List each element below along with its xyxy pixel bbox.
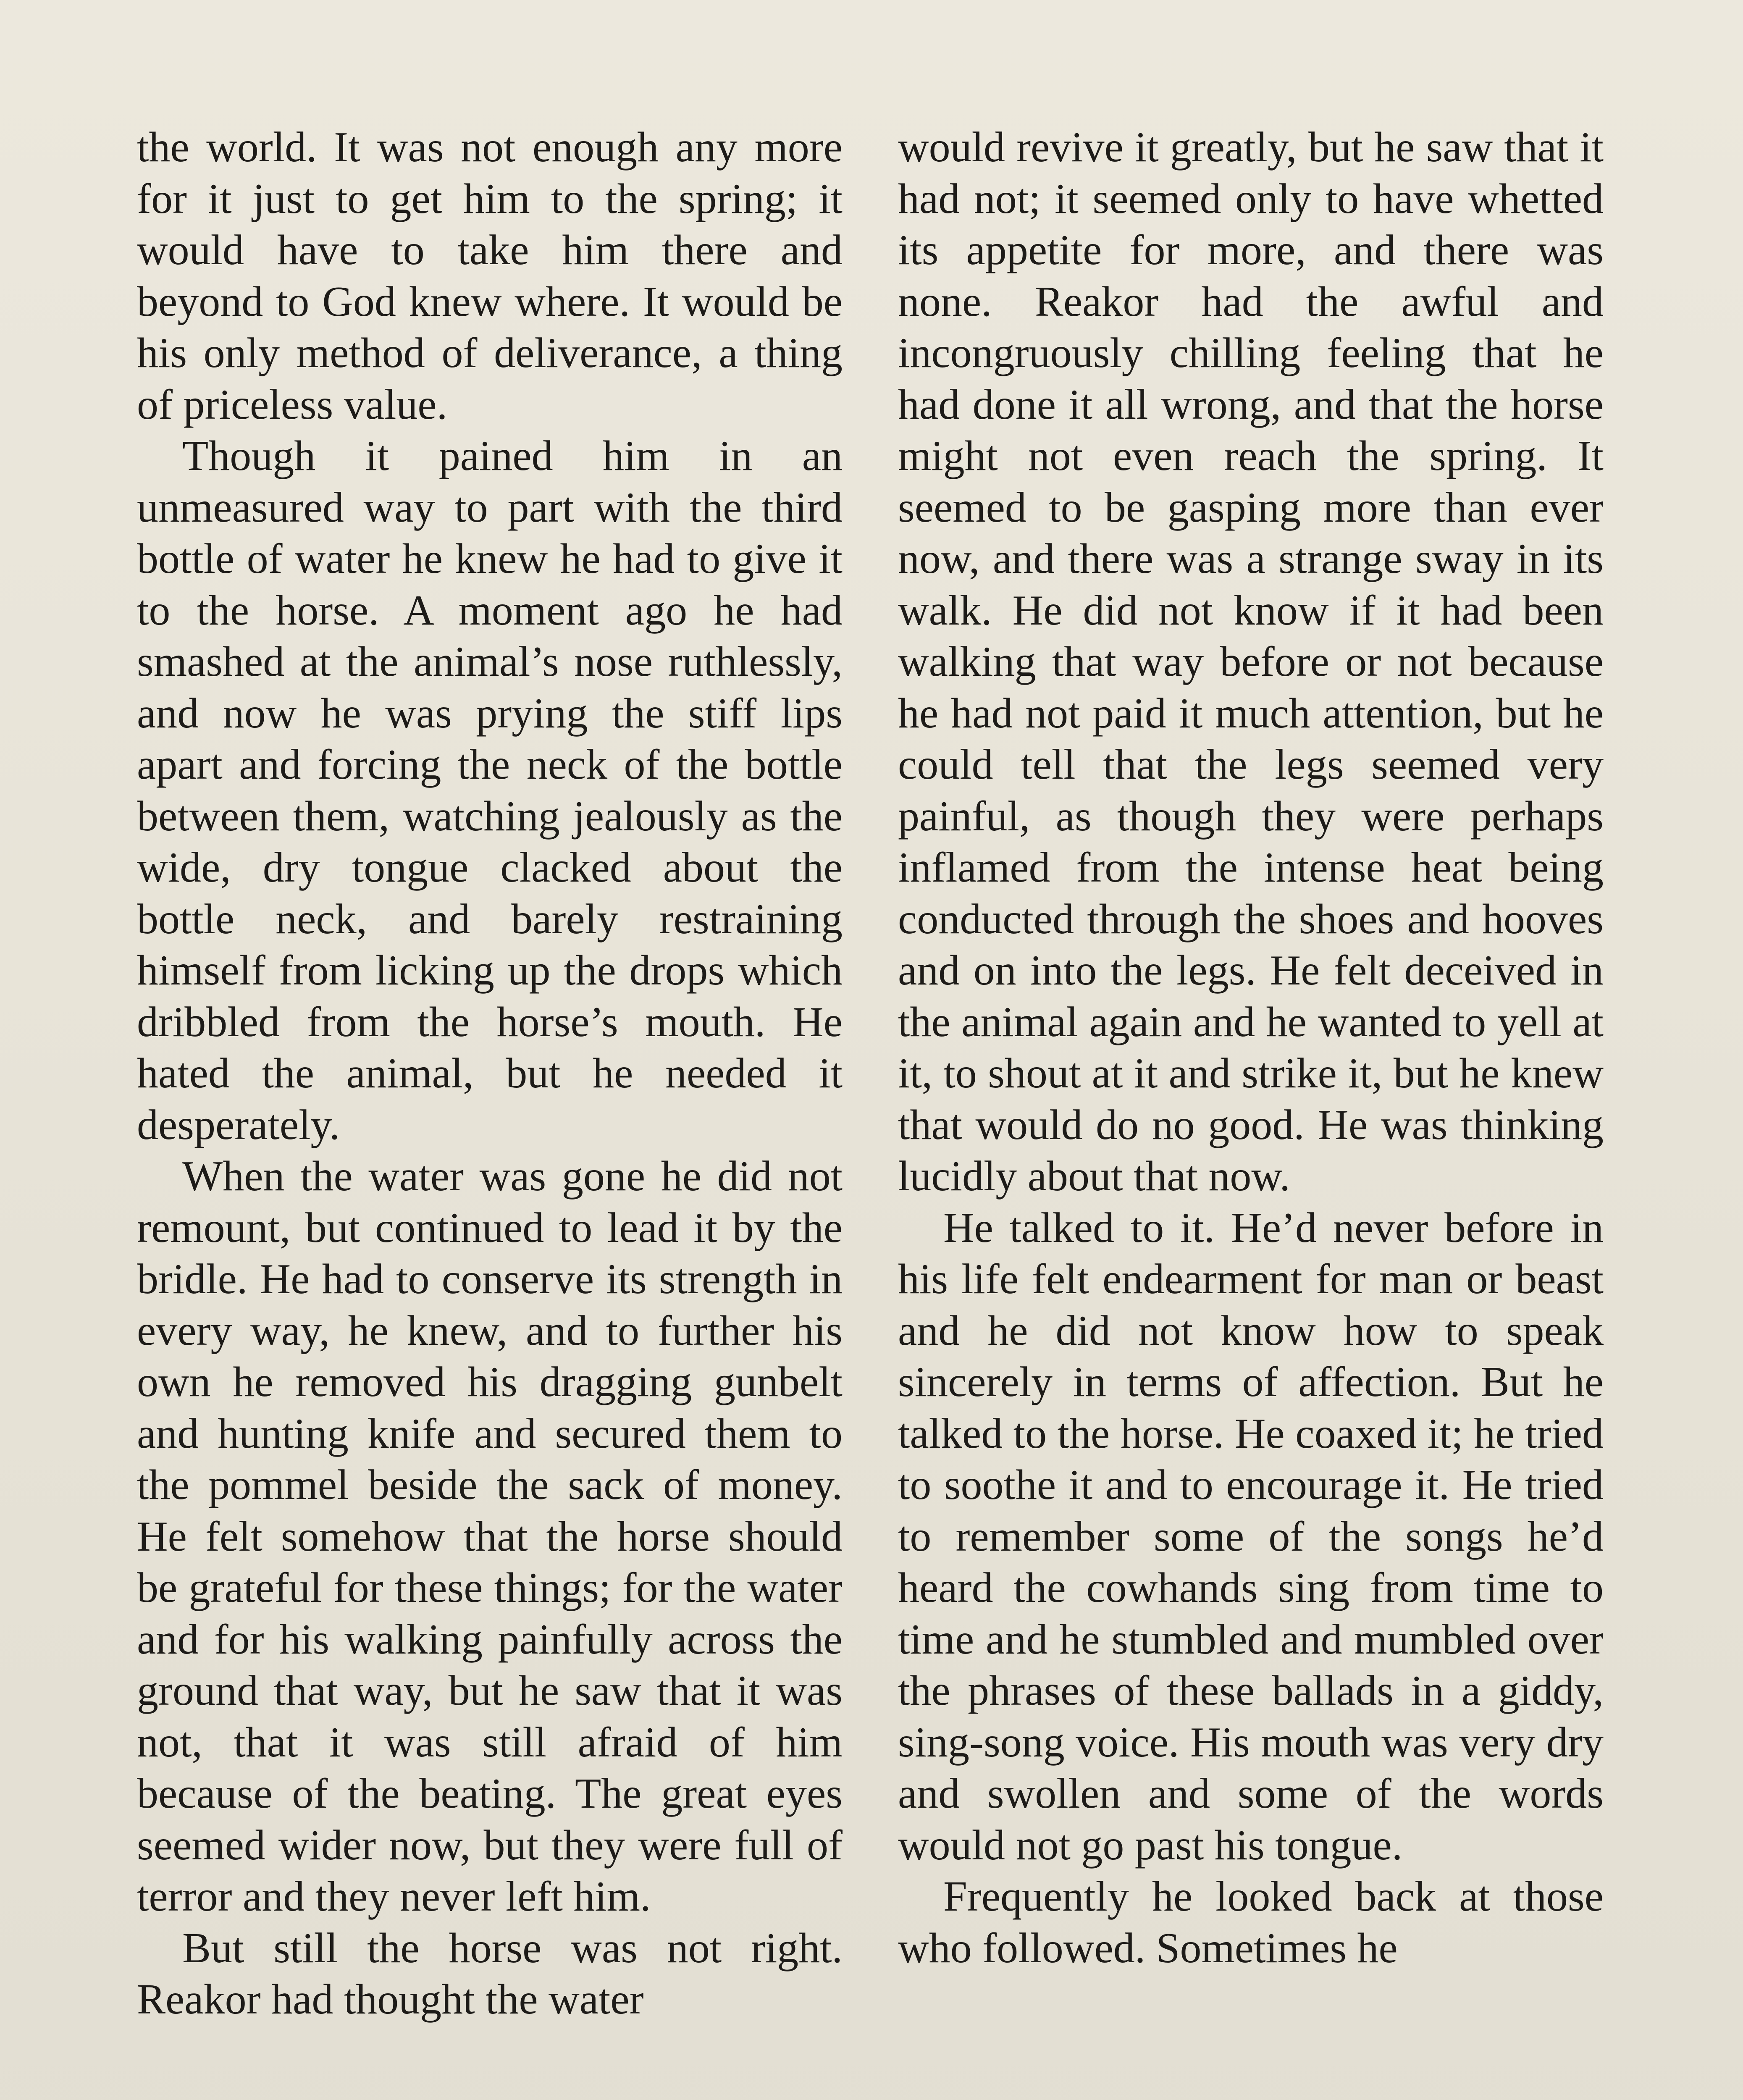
paragraph: Though it pained him in an unmeasured way to part with the third bottle of water he knew he had to give it to the horse. A moment ago he had smashed at the animal’s nose ruthlessly, and now he was prying the stiff lips apart and forcing the neck of the bottle between them, watching jealously as the wide, dry tongue clacked about the bottle neck, and barely restraining himself from licking up the drops which dribbled from the horse’s mouth. He hated the animal, but he needed it desperately. [137, 432, 843, 1149]
paragraph: When the water was gone he did not remount, but continued to lead it by the bridle. He had to conserve its strength in every way, he knew, and to further his own he removed his dragging gunbelt and hunting knife and secured them to the pommel beside the sack of money. He felt somehow that the horse should be grateful for these things; for the water and for his walking painfully across the ground that way, but he saw that it was not, that it was still afraid of him because of the beating. The great eyes seemed wider now, but they were full of terror and they never left him. [137, 1152, 843, 1920]
paragraph: the world. It was not enough any more for it just to get him to the spring; it would have to take him there and beyond to God knew where. It would be his only method of deliverance, a thing of priceless value. [137, 123, 843, 428]
paragraph: would revive it greatly, but he saw that it had not; it seemed only to have whetted its appetite for more, and there was none. Reakor had the awful and incongruously chilling feeling that he had done it all wrong, and that the horse might not even reach the spring. It seemed to be gasping more than ever now, and there was a strange sway in its walk. He did not know if it had been walking that way before or not because he had not paid it much attention, but he could tell that the legs seemed very painful, as though they were perhaps inflamed from the intense heat being conducted through the shoes and hooves and on into the legs. He felt deceived in the animal again and he wanted to yell at it, to shout at it and strike it, but he knew that would do no good. He was thinking lucidly about that now. [898, 123, 1604, 1200]
paragraph: But still the horse was not right. Reakor had thought the water [137, 1924, 843, 2023]
text-column-left [137, 122, 843, 2026]
paragraph: He talked to it. He’d never before in his life felt endearment for man or beast and he did not know how to speak sincerely in terms of affection. But he talked to the horse. He coaxed it; he tried to soothe it and to encourage it. He tried to remember some of the songs he’d heard the cowhands sing from time to time and he stumbled and mumbled over the phrases of these ballads in a giddy, sing-song voice. His mouth was very dry and swollen and some of the words would not go past his tongue. [898, 1204, 1604, 1869]
text-column-right [898, 122, 1604, 1974]
paragraph: Frequently he looked back at those who followed. Sometimes he [898, 1873, 1604, 1972]
